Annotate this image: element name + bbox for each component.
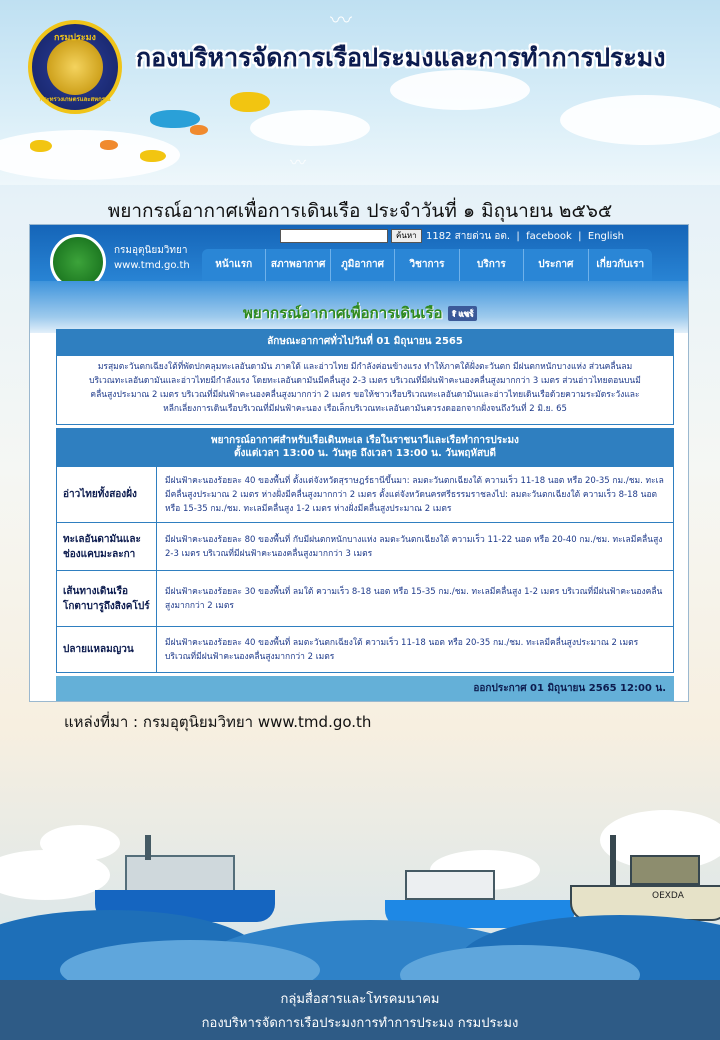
hotline-link[interactable]: 1182 สายด่วน อต.	[426, 231, 511, 242]
table-row	[57, 467, 674, 523]
nav-weather[interactable]: สภาพอากาศ	[265, 249, 329, 281]
logo-text-bottom: กระทรวงเกษตรและสหกรณ์	[39, 96, 111, 103]
nav-academic[interactable]: วิชาการ	[394, 249, 458, 281]
forecast-heading-text: พยากรณ์อากาศเพื่อการเดินเรือ	[243, 304, 443, 322]
nav-about[interactable]: เกี่ยวกับเรา	[588, 249, 652, 281]
footer	[0, 980, 720, 1040]
table-row	[57, 627, 674, 673]
search-button[interactable]: ค้นหา	[391, 229, 422, 243]
top-links: 1182 สายด่วน อต. | facebook | English	[426, 231, 624, 242]
summary-text: มรสุมตะวันตกเฉียงใต้ที่พัดปกคลุมทะเลอันดามัน ภาคใต้ และอ่าวไทย มีกำลังค่อนข้างแรง ทำให้ภาคใต้ฝั่งตะวันตก มีฝนตกหนักบางแห่ง ส่วนคลื่นลมบริเวณทะเลอันดามันและอ่าวไทยมีกำลังแรง โดยทะเลอันดามันมีคลื่นสูง 2-3 เมตร บริเวณที่มีฝนฟ้าคะนองคลื่นสูงมากกว่า 3 เมตร ส่วนอ่าวไทยตอนบนมีคลื่นสูงประมาณ 2 เมตร บริเวณที่มีฝนฟ้าคะนองคลื่นสูงมากกว่า 2 เมตร ขอให้ชาวเรือบริเวณทะเลอันดามันและอ่าวไทยเดินเรือด้วยความระมัดระวังและหลีกเลี่ยงการเดินเรือบริเวณที่มีฝนฟ้าคะนอง เรือเล็กบริเวณทะเลอันดามันควรงดออกจากฝั่งจนถึงวันที่ 2 มิ.ย. 65	[56, 355, 674, 425]
search-input[interactable]	[280, 229, 388, 243]
nav-home[interactable]: หน้าแรก	[215, 259, 253, 270]
logo-text-top: กรมประมง	[54, 33, 96, 43]
logo-emblem-icon	[47, 39, 103, 95]
nav-climate[interactable]: ภูมิอากาศ	[330, 249, 394, 281]
main-nav	[202, 249, 652, 281]
fish-icon	[30, 140, 52, 152]
nav-services[interactable]: บริการ	[459, 249, 523, 281]
fish-icon	[100, 140, 118, 150]
footer-department: กองบริหารจัดการเรือประมงการทำการประมง กรมประมง	[201, 1016, 519, 1031]
region-forecast: มีฝนฟ้าคะนองร้อยละ 30 ของพื้นที่ ลมใต้ ความเร็ว 8-18 นอต หรือ 15-35 กม./ชม. ทะเลมีคลื่นสูง 1-2 เมตร บริเวณที่มีฝนฟ้าคะนองคลื่นสูงมากกว่า 2 เมตร	[157, 571, 674, 627]
fish-icon	[140, 150, 166, 162]
cloud-decoration	[560, 95, 720, 145]
region-forecast: มีฝนฟ้าคะนองร้อยละ 80 ของพื้นที่ กับมีฝนตกหนักบางแห่ง ลมตะวันตกเฉียงใต้ ความเร็ว 11-22 นอต หรือ 20-40 กม./ชม. ทะเลมีคลื่นสูง 2-3 เมตร บริเวณที่มีฝนฟ้าคะนองคลื่นสูงมากกว่า 3 เมตร	[157, 523, 674, 571]
region-forecast-table	[56, 466, 674, 673]
facebook-share-button[interactable]: f แชร์	[448, 306, 477, 321]
cloud-decoration	[0, 850, 110, 900]
facebook-link[interactable]: facebook	[526, 231, 572, 242]
region-name: อ่าวไทยทั้งสองฝั่ง	[57, 467, 157, 523]
footer-division: กลุ่มสื่อสารและโทรคมนาคม	[280, 992, 440, 1007]
region-name: ทะเลอันดามันและช่องแคบมะละกา	[57, 523, 157, 571]
org-title: กองบริหารจัดการเรือประมงและการทำการประมง	[136, 43, 666, 72]
table-row	[57, 523, 674, 571]
forecast-title-bar	[56, 428, 674, 466]
seagull-icon: 〰	[330, 9, 353, 34]
site-url: www.tmd.go.th	[114, 260, 190, 271]
region-name: เส้นทางเดินเรือโกตาบารูถึงสิงคโปร์	[57, 571, 157, 627]
nav-announcements[interactable]: ประกาศ	[523, 249, 587, 281]
source-credit: แหล่งที่มา : กรมอุตุนิยมวิทยา www.tmd.go.th	[64, 713, 372, 731]
site-name-thai: กรมอุตุนิยมวิทยา	[114, 245, 188, 256]
region-forecast: มีฝนฟ้าคะนองร้อยละ 40 ของพื้นที่ ลมตะวันตกเฉียงใต้ ความเร็ว 11-18 นอต หรือ 20-35 กม./ชม. ทะเลมีคลื่นสูงประมาณ 2 เมตร บริเวณที่มีฝนฟ้าคะนองคลื่นสูงมากกว่า 2 เมตร	[157, 627, 674, 673]
english-link[interactable]: English	[587, 231, 624, 242]
forecast-webpage-panel	[29, 224, 689, 702]
forecast-page-heading	[30, 301, 689, 325]
region-forecast: มีฝนฟ้าคะนองร้อยละ 40 ของพื้นที่ ตั้งแต่จังหวัดสุราษฎร์ธานีขึ้นมา: ลมตะวันตกเฉียงใต้ ความเร็ว 11-18 นอต หรือ 20-35 กม./ชม. ทะเลมีคลื่นสูงประมาณ 2 เมตร ห่างฝั่งมีคลื่นสูงมากกว่า 2 เมตร ตั้งแต่จังหวัดนครศรีธรรมราชลงไป: ลมตะวันตกเฉียงใต้ ความเร็ว 8-18 นอต หรือ 15-35 กม./ชม. ทะเลมีคลื่นสูง 1-2 เมตร ห่างฝั่งมีคลื่นสูงประมาณ 2 เมตร	[157, 467, 674, 523]
fishing-boats-scene	[0, 740, 720, 980]
issued-timestamp: ออกประกาศ 01 มิถุนายน 2565 12:00 น.	[56, 676, 674, 702]
site-name	[114, 243, 190, 273]
region-name: ปลายแหลมญวน	[57, 627, 157, 673]
fish-icon	[230, 92, 270, 112]
share-label: แชร์	[458, 309, 473, 318]
department-logo	[28, 20, 122, 114]
boat-label: OEXDA	[570, 885, 720, 921]
forecast-title: พยากรณ์อากาศสำหรับเรือเดินทะเล เรือในราชนาวีและเรือทำการประมง	[211, 435, 519, 446]
page-headline: พยากรณ์อากาศเพื่อการเดินเรือ ประจำวันที่ ๑ มิถุนายน ๒๕๖๕	[107, 200, 613, 222]
fish-icon	[190, 125, 208, 135]
table-row	[57, 571, 674, 627]
cloud-decoration	[250, 110, 370, 146]
forecast-period: ตั้งแต่เวลา 13:00 น. วันพุธ ถึงเวลา 13:00 น. วันพฤหัสบดี	[234, 448, 496, 459]
header-banner	[0, 0, 720, 185]
summary-title-bar: ลักษณะอากาศทั่วไปวันที่ 01 มิถุนายน 2565	[56, 329, 674, 355]
seagull-icon: 〰	[290, 153, 307, 172]
